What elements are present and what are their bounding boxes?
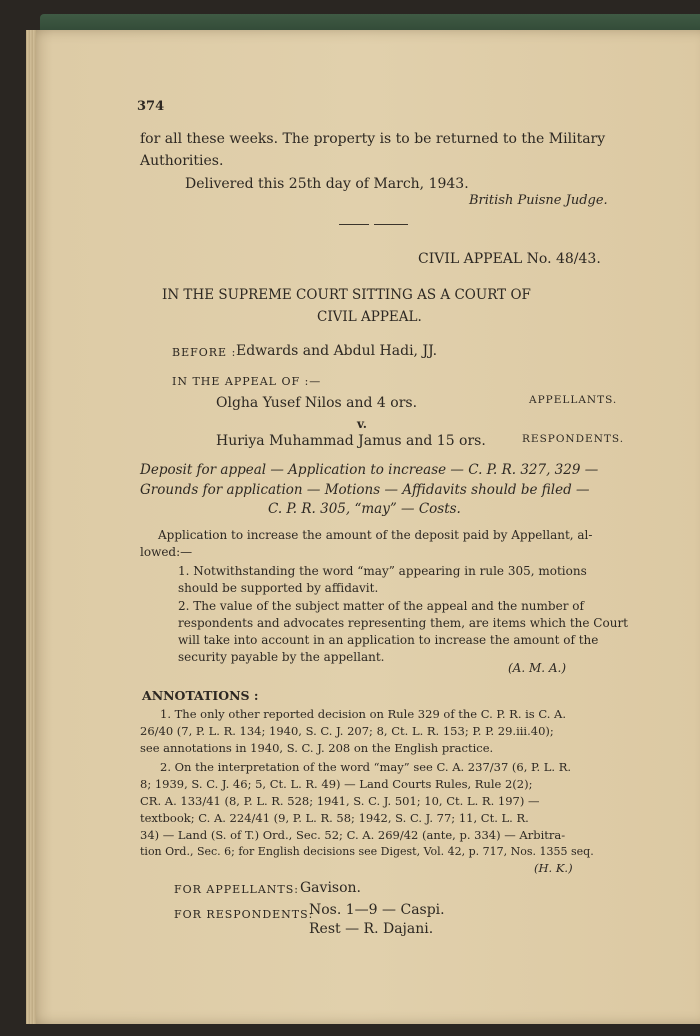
versus: v.	[357, 417, 367, 431]
holding-2-line-3: will take into account in an application to increase the amount of the	[178, 633, 599, 647]
for-appellants-label: FOR APPELLANTS:	[174, 883, 299, 896]
appellants-counsel: Gavison.	[300, 880, 361, 896]
annotations-heading: ANNOTATIONS :	[142, 688, 259, 703]
case-number: CIVIL APPEAL No. 48/43.	[418, 251, 601, 267]
headnote-line-3: C. P. R. 305, “may” — Costs.	[268, 501, 461, 517]
prev-case-line-1: for all these weeks. The property is to be returned to the Military	[140, 131, 606, 147]
summary-line-1: Application to increase the amount of the deposit paid by Appellant, al-	[158, 528, 593, 542]
appeal-of-label: IN THE APPEAL OF :—	[172, 375, 322, 388]
appellant-party: Olgha Yusef Nilos and 4 ors.	[216, 395, 418, 411]
annotation-2-line-3: CR. A. 133/41 (8, P. L. R. 528; 1941, S. C. J. 501; 10, Ct. L. R. 197) —	[140, 794, 540, 808]
court-title-line-1: IN THE SUPREME COURT SITTING AS A COURT OF	[162, 287, 531, 303]
holding-2-line-4: security payable by the appellant.	[178, 650, 385, 664]
for-respondents-label: FOR RESPONDENTS:	[174, 908, 314, 921]
divider-right	[374, 224, 408, 225]
court-title-line-2: CIVIL APPEAL.	[317, 309, 422, 325]
divider-left	[339, 224, 369, 225]
respondents-role: RESPONDENTS.	[522, 433, 625, 445]
prev-case-line-2: Authorities.	[140, 153, 224, 169]
respondent-party: Huriya Muhammad Jamus and 15 ors.	[216, 433, 486, 449]
annotation-1-line-1: 1. The only other reported decision on Rule 329 of the C. P. R. is C. A.	[160, 707, 567, 721]
annotations-initials: (H. K.)	[534, 861, 573, 875]
annotation-2-line-4: textbook; C. A. 224/41 (9, P. L. R. 58; 1942, S. C. J. 77; 11, Ct. L. R.	[140, 811, 529, 825]
delivered-line: Delivered this 25th day of March, 1943.	[185, 176, 469, 192]
headnote-line-1: Deposit for appeal — Application to increase — C. P. R. 327, 329 —	[140, 462, 599, 478]
holding-2-line-1: 2. The value of the subject matter of the appeal and the number of	[178, 599, 584, 613]
headnote-line-2: Grounds for application — Motions — Affidavits should be filed —	[140, 482, 590, 498]
judge-signature: British Puisne Judge.	[469, 193, 608, 208]
annotation-2-line-2: 8; 1939, S. C. J. 46; 5, Ct. L. R. 49) — Land Courts Rules, Rule 2(2);	[140, 777, 533, 791]
summary-line-2: lowed:—	[140, 545, 193, 559]
appellants-role: APPELLANTS.	[529, 394, 618, 406]
summary-initials: (A. M. A.)	[508, 661, 567, 675]
annotation-2-line-1: 2. On the interpretation of the word “may” see C. A. 237/37 (6, P. L. R.	[160, 760, 572, 774]
before-label: BEFORE :	[172, 346, 237, 359]
annotation-1-line-2: 26/40 (7, P. L. R. 134; 1940, S. C. J. 207; 8, Ct. L. R. 153; P. P. 29.iii.40);	[140, 724, 554, 738]
annotation-1-line-3: see annotations in 1940, S. C. J. 208 on the English practice.	[140, 741, 494, 755]
annotation-2-line-5: 34) — Land (S. of T.) Ord., Sec. 52; C. A. 269/42 (ante, p. 334) — Arbitra-	[140, 828, 566, 842]
holding-2-line-2: respondents and advocates representing them, are items which the Court	[178, 616, 628, 630]
page-number: 374	[137, 99, 165, 114]
respondents-counsel-2: Rest — R. Dajani.	[309, 921, 434, 937]
holding-1-line-2: should be supported by affidavit.	[178, 581, 379, 595]
holding-1-line-1: 1. Notwithstanding the word “may” appearing in rule 305, motions	[178, 564, 587, 578]
annotation-2-line-6: tion Ord., Sec. 6; for English decisions see Digest, Vol. 42, p. 717, Nos. 1355 seq.	[140, 845, 594, 858]
respondents-counsel-1: Nos. 1—9 — Caspi.	[309, 902, 445, 918]
page-edge	[26, 30, 36, 1024]
book-page	[26, 30, 700, 1024]
judges-names: Edwards and Abdul Hadi, JJ.	[236, 343, 438, 359]
